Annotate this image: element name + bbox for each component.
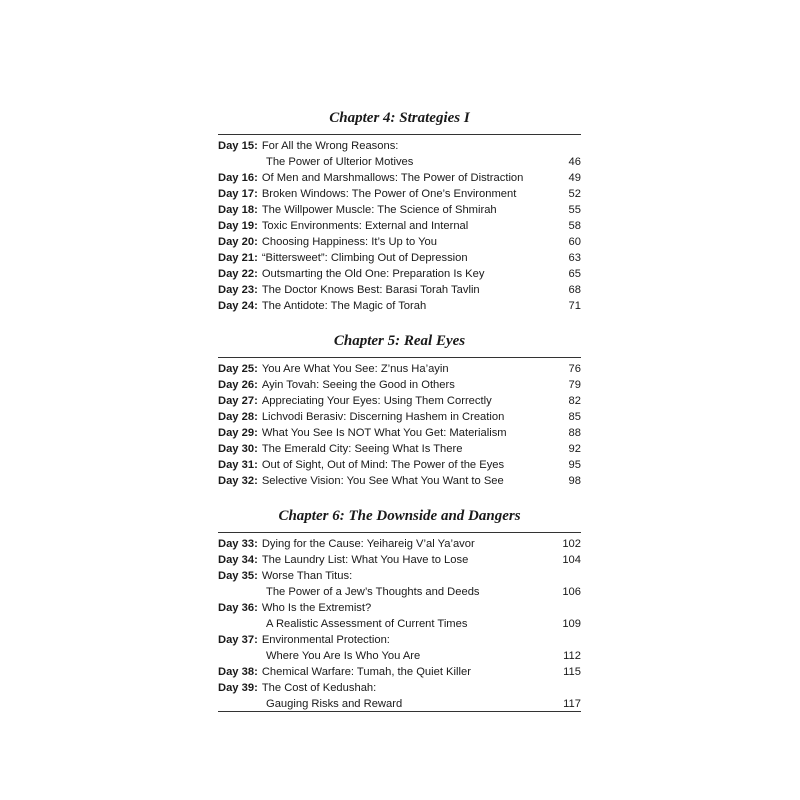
entry-title: Environmental Protection:: [261, 634, 390, 646]
page-number: 117: [563, 698, 581, 710]
day-label: Day 26:: [218, 379, 258, 391]
page-number: 82: [568, 395, 581, 407]
toc-entry: [218, 266, 581, 282]
toc-entry: [218, 441, 581, 457]
toc-entry: [218, 154, 581, 170]
page-number: 92: [568, 443, 581, 455]
day-label: Day 24:: [218, 300, 258, 312]
entry-title: Chemical Warfare: Tumah, the Quiet Killer: [261, 666, 471, 678]
chapter-title: Chapter 4: Strategies I: [329, 110, 470, 126]
entry-title: The Doctor Knows Best: Barasi Torah Tavlin: [261, 284, 480, 296]
toc-entry: [218, 186, 581, 202]
page-number: 71: [568, 300, 581, 312]
day-label: Day 23:: [218, 284, 258, 296]
toc-entry: [218, 473, 581, 489]
day-label: Day 39:: [218, 682, 258, 694]
toc-entry: [218, 298, 581, 314]
entry-title: Worse Than Titus:: [261, 570, 353, 582]
entry-title: Out of Sight, Out of Mind: The Power of the Eyes: [261, 459, 505, 471]
entry-title: Gauging Risks and Reward: [266, 698, 403, 710]
day-label: Day 38:: [218, 666, 258, 678]
day-label: Day 33:: [218, 538, 258, 550]
toc-entry: [218, 680, 581, 696]
toc-entry: [218, 616, 581, 632]
page-number: 58: [568, 220, 581, 232]
page-number: 55: [568, 204, 581, 216]
entry-title: Dying for the Cause: Yeihareig V’al Ya’avor: [261, 538, 475, 550]
page-number: 63: [568, 252, 581, 264]
day-label: Day 31:: [218, 459, 258, 471]
toc-entry: [218, 664, 581, 680]
day-label: Day 16:: [218, 172, 258, 184]
entry-title: The Willpower Muscle: The Science of Shmirah: [261, 204, 497, 216]
entry-title: The Power of a Jew’s Thoughts and Deeds: [266, 586, 480, 598]
toc-entry: [218, 393, 581, 409]
page-number: 115: [563, 666, 581, 678]
day-label: Day 18:: [218, 204, 258, 216]
toc-entry: [218, 218, 581, 234]
day-label: Day 35:: [218, 570, 258, 582]
page-number: 60: [568, 236, 581, 248]
day-label: Day 29:: [218, 427, 258, 439]
page-number: 68: [568, 284, 581, 296]
page-number: 112: [563, 650, 581, 662]
entry-title: Of Men and Marshmallows: The Power of Distraction: [261, 172, 524, 184]
toc-entry: [218, 361, 581, 377]
toc-entry: [218, 202, 581, 218]
entry-title: Lichvodi Berasiv: Discerning Hashem in Creation: [261, 411, 505, 423]
page-number: 49: [568, 172, 581, 184]
entry-title: Appreciating Your Eyes: Using Them Correctly: [261, 395, 492, 407]
toc-entry: [218, 648, 581, 664]
toc-entry: [218, 696, 581, 712]
toc-entry: [218, 584, 581, 600]
toc-entry: [218, 170, 581, 186]
toc-entry: [218, 600, 581, 616]
toc-entry: [218, 282, 581, 298]
entry-title: Who Is the Extremist?: [261, 602, 372, 614]
toc-entry: [218, 536, 581, 552]
entry-title: Toxic Environments: External and Internal: [261, 220, 469, 232]
chapter-title: Chapter 5: Real Eyes: [333, 333, 466, 349]
chapter-title: Chapter 6: The Downside and Dangers: [278, 508, 521, 524]
page-number: 79: [568, 379, 581, 391]
entry-title: Where You Are Is Who You Are: [266, 650, 421, 662]
day-label: Day 32:: [218, 475, 258, 487]
day-label: Day 17:: [218, 188, 258, 200]
toc-entry: [218, 632, 581, 648]
toc-entry: [218, 377, 581, 393]
entry-title: The Cost of Kedushah:: [261, 682, 377, 694]
page-number: 102: [562, 538, 581, 550]
entry-title: Selective Vision: You See What You Want to See: [261, 475, 504, 487]
page-number: 88: [568, 427, 581, 439]
day-label: Day 15:: [218, 140, 258, 152]
day-label: Day 36:: [218, 602, 258, 614]
toc-entry: [218, 138, 581, 154]
entry-title: The Power of Ulterior Motives: [266, 156, 414, 168]
day-label: Day 34:: [218, 554, 258, 566]
toc-entry: [218, 234, 581, 250]
entry-title: For All the Wrong Reasons:: [261, 140, 399, 152]
chapter-section: [218, 331, 581, 489]
entry-title: What You See Is NOT What You Get: Materialism: [261, 427, 507, 439]
entry-title: Outsmarting the Old One: Preparation Is Key: [261, 268, 485, 280]
day-label: Day 30:: [218, 443, 258, 455]
entry-title: Choosing Happiness: It’s Up to You: [261, 236, 437, 248]
chapter-section: [218, 506, 581, 712]
day-label: Day 37:: [218, 634, 258, 646]
entry-title: The Emerald City: Seeing What Is There: [261, 443, 463, 455]
toc-list: [218, 357, 581, 489]
toc-entry: [218, 409, 581, 425]
chapter-section: [218, 108, 581, 314]
entry-title: Ayin Tovah: Seeing the Good in Others: [261, 379, 455, 391]
entry-title: The Antidote: The Magic of Torah: [261, 300, 427, 312]
toc-entry: [218, 425, 581, 441]
page-number: 98: [568, 475, 581, 487]
day-label: Day 25:: [218, 363, 258, 375]
page-number: 109: [562, 618, 581, 630]
page-number: 104: [562, 554, 581, 566]
toc-list: [218, 532, 581, 712]
entry-title: The Laundry List: What You Have to Lose: [261, 554, 469, 566]
table-of-contents: [218, 108, 581, 729]
day-label: Day 20:: [218, 236, 258, 248]
page-number: 76: [568, 363, 581, 375]
toc-entry: [218, 250, 581, 266]
day-label: Day 28:: [218, 411, 258, 423]
entry-title: “Bittersweet”: Climbing Out of Depression: [261, 252, 468, 264]
page-number: 52: [568, 188, 581, 200]
day-label: Day 19:: [218, 220, 258, 232]
toc-entry: [218, 457, 581, 473]
page-number: 46: [568, 156, 581, 168]
day-label: Day 22:: [218, 268, 258, 280]
entry-title: Broken Windows: The Power of One’s Environment: [261, 188, 517, 200]
toc-entry: [218, 568, 581, 584]
page-number: 85: [568, 411, 581, 423]
toc-list: [218, 134, 581, 314]
page-number: 106: [562, 586, 581, 598]
toc-entry: [218, 552, 581, 568]
entry-title: You Are What You See: Z’nus Ha’ayin: [261, 363, 449, 375]
page-number: 65: [568, 268, 581, 280]
entry-title: A Realistic Assessment of Current Times: [266, 618, 468, 630]
day-label: Day 21:: [218, 252, 258, 264]
day-label: Day 27:: [218, 395, 258, 407]
page-number: 95: [568, 459, 581, 471]
